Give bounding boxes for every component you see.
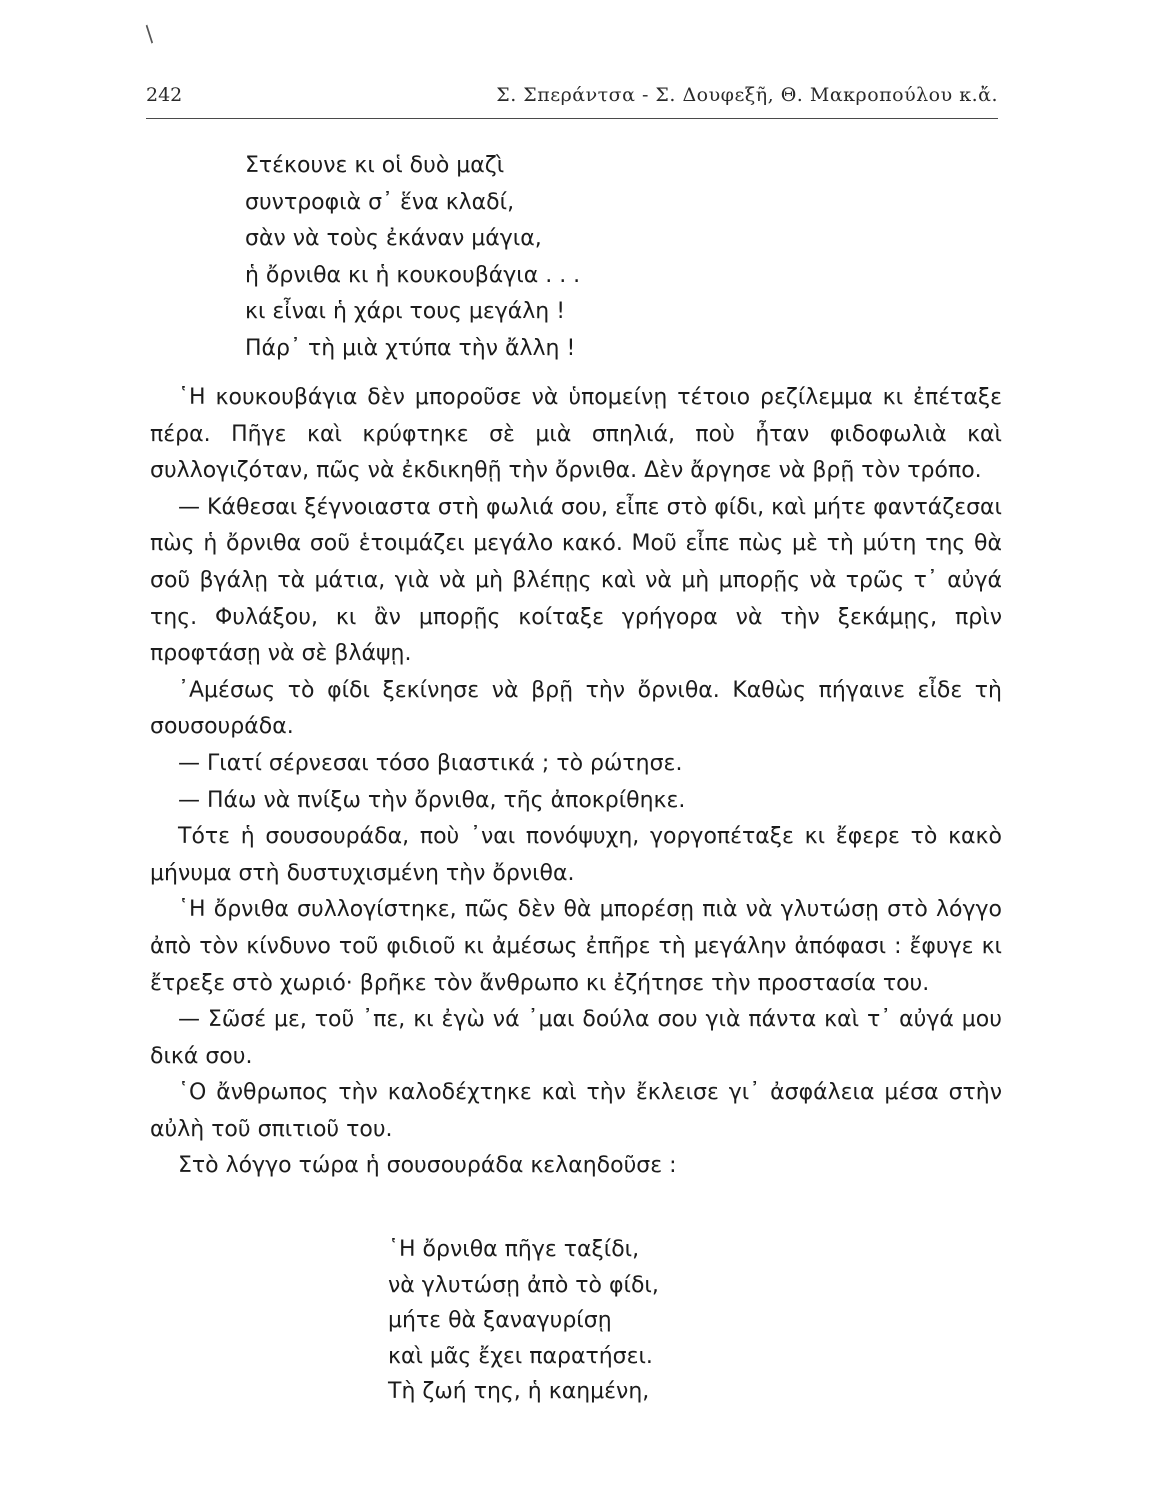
poem-line: νὰ γλυτώσῃ ἀπὸ τὸ φίδι, xyxy=(388,1272,659,1298)
poem-top xyxy=(245,148,580,367)
poem-line: ἡ ὄρνιθα κι ἡ κουκουβάγια . . . xyxy=(245,262,581,288)
running-header xyxy=(146,80,998,112)
poem-line: Πάρ᾿ τὴ μιὰ χτύπα τὴν ἄλλη ! xyxy=(245,335,576,361)
poem-line: κι εἶναι ἡ χάρι τους μεγάλη ! xyxy=(245,299,566,324)
header-rule xyxy=(146,118,998,119)
poem-line: συντροφιὰ σ᾿ ἕνα κλαδί, xyxy=(245,189,515,215)
poem-line: Στέκουνε κι οἱ δυὸ μαζὶ xyxy=(245,153,505,178)
paragraph: ῾Η κουκουβάγια δὲν μποροῦσε νὰ ὑπομείνῃ τέτοιο ρεζίλεμμα κι ἐπέταξε πέρα. Πῆγε καὶ κρύφτηκε σὲ μιὰ σπηλιά, ποὺ ἦταν φιδοφωλιὰ καὶ συλλογιζόταν, πῶς νὰ ἐκδικηθῇ τὴν ὄρνιθα. Δὲν ἄργησε νὰ βρῇ τὸν τρόπο. xyxy=(150,385,1002,484)
poem-bottom xyxy=(388,1232,659,1410)
paragraph: Τότε ἡ σουσουράδα, ποὺ ᾿ναι πονόψυχη, γοργοπέταξε κι ἔφερε τὸ κακὸ μήνυμα στὴ δυστυχισμένη τὴν ὄρνιθα. xyxy=(150,824,1002,886)
paragraph: Στὸ λόγγο τώρα ἡ σουσουράδα κελαηδοῦσε : xyxy=(178,1153,677,1179)
prose-body xyxy=(150,380,1002,1185)
poem-line: Τὴ ζωή της, ἡ καημένη, xyxy=(388,1379,650,1404)
dialogue-line: — Σῶσέ με, τοῦ ᾿πε, κι ἐγὼ νά ᾿μαι δούλα σου γιὰ πάντα καὶ τ᾿ αὐγά μου δικά σου. xyxy=(150,1007,1002,1069)
pencil-tick-mark: / xyxy=(139,22,160,47)
paragraph: — Κάθεσαι ξέγνοιαστα στὴ φωλιά σου, εἶπε στὸ φίδι, καὶ μήτε φαντάζεσαι πὼς ἡ ὄρνιθα σοῦ ἑτοιμάζει μεγάλο κακό. Μοῦ εἶπε πὼς μὲ τὴ μύτη της θὰ σοῦ βγάλῃ τὰ μάτια, γιὰ νὰ μὴ βλέπῃς καὶ νὰ μὴ μπορῇς νὰ τρῶς τ᾿ αὐγά της. Φυλάξου, κι ἂν μπορῇς κοίταξε γρήγορα νὰ τὴν ξεκάμῃς, πρὶν προφτάσῃ νὰ σὲ βλάψῃ. xyxy=(150,494,1002,667)
poem-line: καὶ μᾶς ἔχει παρατήσει. xyxy=(388,1343,653,1369)
page-number: 242 xyxy=(146,84,183,106)
dialogue-line: — Πάω νὰ πνίξω τὴν ὄρνιθα, τῆς ἀποκρίθηκε. xyxy=(178,787,686,813)
dialogue-line: — Γιατί σέρνεσαι τόσο βιαστικά ; τὸ ρώτησε. xyxy=(178,750,683,776)
header-authors: Σ. Σπεράντσα - Σ. Δουφεξῆ, Θ. Μακροπούλου κ.ἄ. xyxy=(496,84,998,106)
poem-line: ῾Η ὄρνιθα πῆγε ταξίδι, xyxy=(388,1237,640,1262)
poem-line: σὰν νὰ τοὺς ἐκάναν μάγια, xyxy=(245,226,542,251)
poem-line: μήτε θὰ ξαναγυρίσῃ xyxy=(388,1308,612,1333)
paragraph: ῾Ο ἄνθρωπος τὴν καλοδέχτηκε καὶ τὴν ἔκλεισε γι᾿ ἀσφάλεια μέσα στὴν αὐλὴ τοῦ σπιτιοῦ του. xyxy=(150,1080,1002,1142)
paragraph: ῾Η ὄρνιθα συλλογίστηκε, πῶς δὲν θὰ μπορέσῃ πιὰ νὰ γλυτώσῃ στὸ λόγγο ἀπὸ τὸν κίνδυνο τοῦ φιδιοῦ κι ἀμέσως ἐπῆρε τὴ μεγάλην ἀπόφασι : ἔφυγε κι ἔτρεξε στὸ χωριό· βρῆκε τὸν ἄνθρωπο κι ἐζήτησε τὴν προστασία του. xyxy=(150,897,1002,996)
paragraph: ᾿Αμέσως τὸ φίδι ξεκίνησε νὰ βρῇ τὴν ὄρνιθα. Καθὼς πήγαινε εἶδε τὴ σουσουράδα. xyxy=(150,677,1002,740)
